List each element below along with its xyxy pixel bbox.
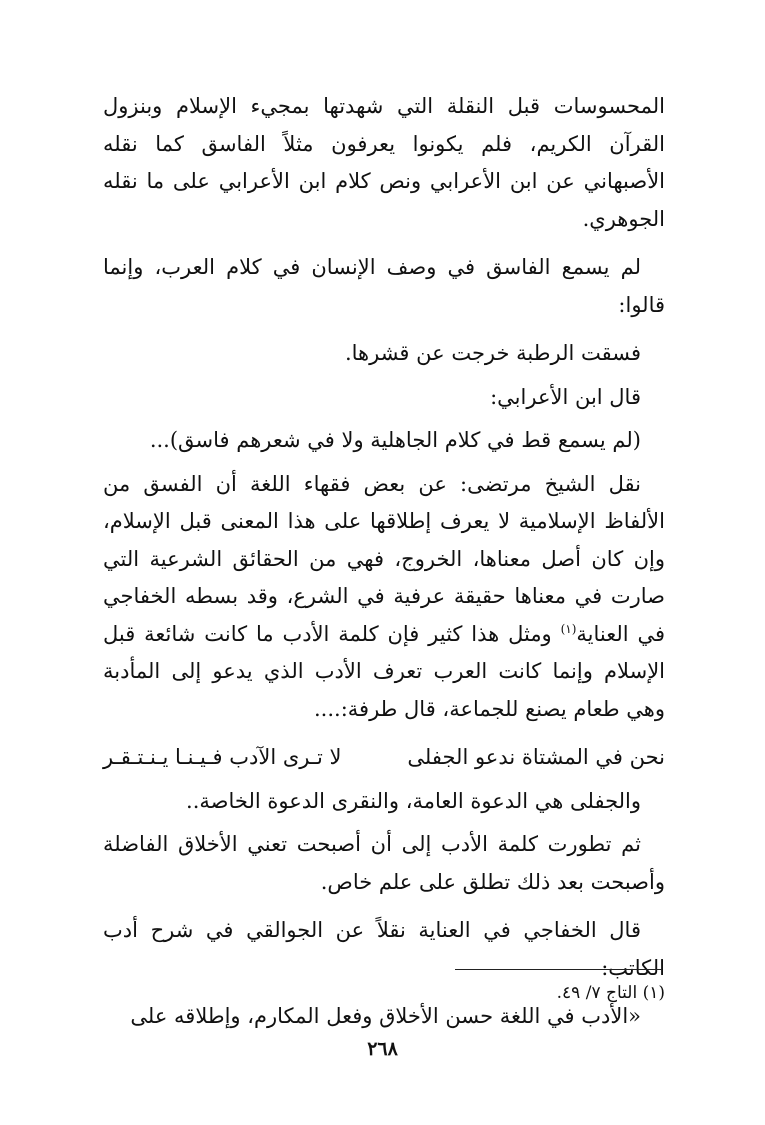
paragraph-4: قال ابن الأعرابي:: [490, 384, 641, 409]
paragraph-7: والجفلى هي الدعوة العامة، والنقرى الدعوة الخاصة..: [186, 788, 641, 813]
verse-hemistich-right: نحن في المشتاة ندعو الجفلى: [407, 745, 665, 769]
poetry-verse: [103, 739, 665, 777]
paragraph-6: [103, 466, 665, 729]
paragraph-5-quote: (لم يسمع قط في كلام الجاهلية ولا في شعرهم فاسق)...: [149, 428, 641, 452]
footnote-divider: [455, 969, 662, 970]
page-number: ٢٦٨: [367, 1038, 398, 1060]
footnote-reference: (١): [560, 621, 577, 636]
paragraph-2: لم يسمع الفاسق في وصف الإنسان في كلام العرب، وإنما قالوا:: [103, 255, 665, 317]
paragraph-6-part-1: نقل الشيخ مرتضى: عن بعض فقهاء اللغة أن الفسق من الألفاظ الإسلامية لا يعرف إطلاقها على هذا المعنى قبل الإسلام، وإن كان أصل معناها، الخروج، فهي من الحقائق الشرعية التي صارت في معناها حقيقة عرفية في الشرع، وقد بسطه الخفاجي في العناية: [103, 471, 665, 646]
paragraph-8: ثم تطورت كلمة الأدب إلى أن أصبحت تعني الأخلاق الفاضلة وأصبحت بعد ذلك تطلق على علم خاص.: [103, 832, 665, 894]
paragraph-6-part-2: ومثل هذا كثير فإن كلمة الأدب ما كانت شائعة قبل الإسلام وإنما كانت العرب تعرف الأدب الذي يدعو إلى المأدبة وهي طعام يصنع للجماعة، قال طرفة:....: [103, 621, 665, 721]
body-text: [103, 88, 665, 1036]
verse-hemistich-left: لا تـرى الآدب فـيـنـا يـنـتـقـر: [103, 745, 342, 769]
paragraph-1: المحسوسات قبل النقلة التي شهدتها بمجيء الإسلام وبنزول القرآن الكريم، فلم يكونوا يعرفون مثلاً الفاسق كما نقله الأصبهاني عن ابن الأعرابي ونص كلام ابن الأعرابي على ما نقله الجوهري.: [103, 94, 665, 231]
paragraph-3: فسقت الرطبة خرجت عن قشرها.: [344, 341, 641, 365]
paragraph-10: «الأدب في اللغة حسن الأخلاق وفعل المكارم، وإطلاقه على: [130, 1004, 641, 1028]
footnote: (١) التاج ٧/ ٤٩.: [556, 983, 665, 1003]
paragraph-9: قال الخفاجي في العناية نقلاً عن الجوالقي في شرح أدب الكاتب:: [103, 918, 665, 980]
